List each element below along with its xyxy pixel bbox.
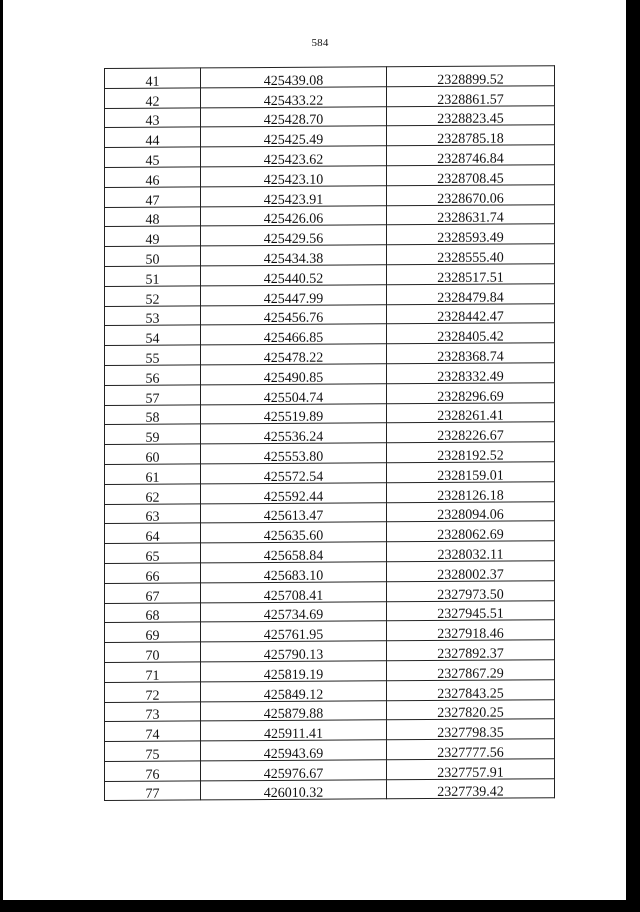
y-coordinate-cell <box>387 462 555 483</box>
point-id-cell <box>105 305 201 328</box>
x-coordinate-cell <box>201 205 387 226</box>
cell-text: 2328861.57 <box>437 92 504 108</box>
table-row <box>105 462 555 485</box>
cell-text: 44 <box>145 133 160 149</box>
cell-text: 425734.69 <box>263 607 324 624</box>
y-coordinate-cell <box>387 382 555 403</box>
point-id-cell <box>105 543 201 563</box>
point-id-cell <box>105 721 201 741</box>
cell-text: 2328823.45 <box>437 111 504 128</box>
cell-text: 2327892.37 <box>437 646 504 662</box>
point-id-cell <box>105 127 201 147</box>
y-coordinate-cell <box>387 620 555 641</box>
cell-text: 2327757.91 <box>437 765 504 781</box>
y-coordinate-cell <box>387 679 555 700</box>
x-coordinate-cell <box>201 106 387 127</box>
cell-text: 75 <box>145 747 160 763</box>
x-coordinate-cell <box>201 403 387 424</box>
cell-text: 64 <box>145 529 160 545</box>
cell-text: 76 <box>145 767 160 783</box>
y-coordinate-cell <box>387 125 555 146</box>
point-id-cell <box>105 424 201 444</box>
x-coordinate-cell <box>201 344 387 365</box>
cell-text: 2328192.52 <box>437 448 504 464</box>
table-row <box>105 679 555 702</box>
cell-text: 2327820.25 <box>437 705 504 722</box>
table-row <box>105 759 555 782</box>
point-id-cell <box>105 682 201 702</box>
cell-text: 425423.10 <box>263 172 324 188</box>
x-coordinate-cell <box>201 700 387 721</box>
cell-text: 425849.12 <box>263 687 324 703</box>
table-row <box>105 442 555 465</box>
point-id-cell <box>105 286 201 306</box>
x-coordinate-cell <box>201 324 387 345</box>
table-row <box>105 501 555 524</box>
point-id-cell <box>105 642 201 662</box>
cell-text: 425428.70 <box>263 113 324 129</box>
y-coordinate-cell <box>387 739 555 760</box>
cell-text: 45 <box>145 153 160 169</box>
cell-text: 2328002.37 <box>437 567 504 583</box>
cell-text: 50 <box>145 252 160 268</box>
cell-text: 2328785.18 <box>437 131 504 148</box>
point-id-cell <box>105 345 201 365</box>
point-id-cell <box>105 246 201 266</box>
point-id-cell <box>105 325 201 345</box>
cell-text: 60 <box>145 450 160 466</box>
table-row <box>105 719 555 742</box>
table-row <box>105 303 555 326</box>
table-row <box>105 165 555 188</box>
cell-text: 43 <box>145 114 160 130</box>
cell-text: 425519.89 <box>263 410 324 426</box>
cell-text: 2327973.50 <box>437 587 504 603</box>
cell-text: 425911.41 <box>264 726 323 743</box>
table-row <box>105 86 555 109</box>
cell-text: 54 <box>145 331 160 347</box>
y-coordinate-cell <box>387 244 555 265</box>
cell-text: 46 <box>145 173 160 189</box>
cell-text: 58 <box>145 411 160 427</box>
table-row <box>105 363 555 386</box>
cell-text: 2327798.35 <box>437 725 504 742</box>
y-coordinate-cell <box>387 640 555 661</box>
cell-text: 66 <box>145 569 160 585</box>
table-row <box>105 125 555 148</box>
y-coordinate-cell <box>387 561 555 582</box>
cell-text: 2327945.51 <box>437 606 504 623</box>
cell-text: 2327777.56 <box>437 745 504 761</box>
point-id-cell <box>105 167 201 187</box>
cell-text: 425466.85 <box>263 330 324 347</box>
y-coordinate-cell <box>387 580 555 601</box>
point-id-cell <box>105 583 201 603</box>
cell-text: 49 <box>145 232 160 248</box>
x-coordinate-cell <box>201 443 387 464</box>
table-row <box>105 204 555 227</box>
table-row <box>105 561 555 584</box>
cell-text: 59 <box>145 430 160 446</box>
x-coordinate-cell <box>201 740 387 761</box>
point-id-cell <box>105 206 201 229</box>
y-coordinate-cell <box>387 759 555 780</box>
x-coordinate-cell <box>201 661 387 682</box>
cell-text: 425635.60 <box>263 528 324 545</box>
y-coordinate-cell <box>387 185 555 206</box>
scan-border-left <box>0 0 3 912</box>
y-coordinate-cell <box>387 422 555 443</box>
point-id-cell <box>105 563 201 583</box>
point-id-cell <box>105 464 201 484</box>
table-row <box>105 580 555 603</box>
cell-text: 68 <box>145 608 160 625</box>
cell-text: 2328517.51 <box>437 270 504 286</box>
x-coordinate-cell <box>201 502 387 523</box>
point-id-cell <box>105 701 201 724</box>
cell-text: 425447.99 <box>263 291 324 307</box>
cell-text: 2328442.47 <box>437 309 504 326</box>
cell-text: 2328899.52 <box>437 72 504 88</box>
cell-text: 2328226.67 <box>437 428 504 445</box>
cell-text: 425943.69 <box>263 746 324 762</box>
cell-text: 55 <box>145 351 160 367</box>
table-row <box>105 244 555 267</box>
point-id-cell <box>105 108 201 128</box>
point-id-cell <box>105 761 201 781</box>
cell-text: 42 <box>145 94 160 110</box>
y-coordinate-cell <box>387 778 555 799</box>
y-coordinate-cell <box>387 343 555 364</box>
cell-text: 2327918.46 <box>437 626 504 643</box>
table-row <box>105 640 555 663</box>
cell-text: 426010.32 <box>263 786 324 802</box>
table-row <box>105 699 555 722</box>
cell-text: 63 <box>145 509 160 526</box>
cell-text: 52 <box>145 292 160 308</box>
point-id-cell <box>105 523 201 543</box>
cell-text: 425478.22 <box>263 350 324 366</box>
cell-text: 425572.54 <box>263 469 324 485</box>
table-row <box>105 739 555 762</box>
x-coordinate-cell <box>201 126 387 147</box>
x-coordinate-cell <box>201 542 387 563</box>
cell-text: 2328708.45 <box>437 171 504 187</box>
x-coordinate-cell <box>201 680 387 701</box>
x-coordinate-cell <box>201 285 387 306</box>
cell-text: 425553.80 <box>263 449 324 465</box>
y-coordinate-cell <box>387 284 555 305</box>
cell-text: 48 <box>145 213 160 229</box>
point-id-cell <box>105 781 201 801</box>
cell-text: 425434.38 <box>263 251 324 267</box>
x-coordinate-cell <box>201 364 387 385</box>
cell-text: 425658.84 <box>263 548 324 564</box>
cell-text: 2328479.84 <box>437 290 504 306</box>
cell-text: 425423.91 <box>263 192 324 208</box>
y-coordinate-cell <box>387 86 555 107</box>
coordinate-table <box>104 65 555 801</box>
cell-text: 2327867.29 <box>437 666 504 682</box>
point-id-cell <box>105 266 201 286</box>
cell-text: 47 <box>145 193 160 209</box>
cell-text: 70 <box>145 648 160 664</box>
y-coordinate-cell <box>387 224 555 245</box>
table-row <box>105 481 555 504</box>
cell-text: 425423.62 <box>263 152 324 169</box>
cell-text: 41 <box>145 74 160 90</box>
y-coordinate-cell <box>387 521 555 542</box>
table-row <box>105 521 555 544</box>
x-coordinate-cell <box>201 265 387 286</box>
table-row <box>105 105 555 128</box>
cell-text: 62 <box>145 490 160 506</box>
table-row <box>105 660 555 683</box>
cell-text: 425790.13 <box>263 647 324 663</box>
table-row <box>105 323 555 346</box>
cell-text: 56 <box>145 371 160 387</box>
cell-text: 69 <box>145 628 160 644</box>
coordinate-table-body <box>105 66 555 801</box>
cell-text: 2328593.49 <box>437 230 504 247</box>
table-row <box>105 224 555 247</box>
table-row <box>105 402 555 425</box>
cell-text: 425433.22 <box>263 93 324 109</box>
y-coordinate-cell <box>387 541 555 562</box>
cell-text: 2328368.74 <box>437 349 504 365</box>
cell-text: 74 <box>145 727 160 743</box>
cell-text: 2327843.25 <box>437 686 504 702</box>
point-id-cell <box>105 662 201 682</box>
point-id-cell <box>105 404 201 427</box>
y-coordinate-cell <box>387 66 555 87</box>
table-row <box>105 66 555 89</box>
y-coordinate-cell <box>387 660 555 681</box>
y-coordinate-cell <box>387 719 555 740</box>
table-row <box>105 284 555 307</box>
cell-text: 425819.19 <box>263 667 324 683</box>
x-coordinate-cell <box>201 186 387 207</box>
x-coordinate-cell <box>201 760 387 781</box>
x-coordinate-cell <box>201 779 387 800</box>
cell-text: 425425.49 <box>263 132 324 149</box>
cell-text: 425536.24 <box>263 429 324 446</box>
x-coordinate-cell <box>201 304 387 325</box>
scan-border-right <box>626 0 640 912</box>
table-row <box>105 382 555 405</box>
cell-text: 2328261.41 <box>437 408 504 425</box>
cell-text: 425879.88 <box>263 706 324 723</box>
y-coordinate-cell <box>387 303 555 324</box>
cell-text: 425504.74 <box>263 390 324 406</box>
y-coordinate-cell <box>387 600 555 621</box>
x-coordinate-cell <box>201 146 387 167</box>
cell-text: 73 <box>145 707 160 724</box>
cell-text: 2328670.06 <box>437 191 504 207</box>
point-id-cell <box>105 226 201 246</box>
cell-text: 65 <box>145 549 160 565</box>
page-number: 584 <box>311 37 329 49</box>
x-coordinate-cell <box>201 621 387 642</box>
cell-text: 425439.08 <box>263 73 324 89</box>
point-id-cell <box>105 147 201 167</box>
cell-text: 425613.47 <box>263 508 324 525</box>
x-coordinate-cell <box>201 463 387 484</box>
cell-text: 425429.56 <box>263 231 324 248</box>
y-coordinate-cell <box>387 145 555 166</box>
point-id-cell <box>105 187 201 207</box>
table-row <box>105 145 555 168</box>
table-row <box>105 778 555 801</box>
cell-text: 71 <box>145 668 160 684</box>
cell-text: 2328032.11 <box>437 547 504 563</box>
point-id-cell <box>105 68 201 88</box>
x-coordinate-cell <box>201 522 387 543</box>
cell-text: 425708.41 <box>263 588 324 604</box>
x-coordinate-cell <box>201 166 387 187</box>
x-coordinate-cell <box>201 87 387 108</box>
cell-text: 425761.95 <box>263 627 324 644</box>
cell-text: 2328746.84 <box>437 151 504 167</box>
x-coordinate-cell <box>201 225 387 246</box>
table-row <box>105 422 555 445</box>
cell-text: 425490.85 <box>263 370 324 386</box>
table-row <box>105 620 555 643</box>
x-coordinate-cell <box>201 581 387 602</box>
x-coordinate-cell <box>201 384 387 405</box>
cell-text: 2328631.74 <box>437 210 504 227</box>
cell-text: 2328159.01 <box>437 468 504 484</box>
x-coordinate-cell <box>201 641 387 662</box>
point-id-cell <box>105 484 201 504</box>
cell-text: 425683.10 <box>263 568 324 584</box>
x-coordinate-cell <box>201 601 387 622</box>
y-coordinate-cell <box>387 699 555 720</box>
y-coordinate-cell <box>387 442 555 463</box>
point-id-cell <box>105 88 201 108</box>
cell-text: 53 <box>145 312 160 328</box>
table-row <box>105 264 555 287</box>
y-coordinate-cell <box>387 402 555 423</box>
table-row <box>105 343 555 366</box>
x-coordinate-cell <box>201 483 387 504</box>
y-coordinate-cell <box>387 501 555 522</box>
cell-text: 77 <box>145 787 160 803</box>
cell-text: 61 <box>145 470 160 486</box>
cell-text: 425976.67 <box>263 766 324 782</box>
point-id-cell <box>105 741 201 761</box>
cell-text: 2328332.49 <box>437 369 504 385</box>
cell-text: 2328405.42 <box>437 329 504 346</box>
point-id-cell <box>105 602 201 625</box>
cell-text: 57 <box>145 391 160 407</box>
cell-text: 2328126.18 <box>437 488 504 504</box>
cell-text: 67 <box>145 589 160 605</box>
cell-text: 2328296.69 <box>437 389 504 405</box>
y-coordinate-cell <box>387 363 555 384</box>
cell-text: 425440.52 <box>263 271 324 287</box>
y-coordinate-cell <box>387 481 555 502</box>
point-id-cell <box>105 503 201 526</box>
cell-text: 425456.76 <box>263 311 324 327</box>
cell-text: 2327739.42 <box>437 785 504 801</box>
cell-text: 425426.06 <box>263 212 324 228</box>
table-row <box>105 541 555 564</box>
y-coordinate-cell <box>387 105 555 126</box>
point-id-cell <box>105 444 201 464</box>
x-coordinate-cell <box>201 423 387 444</box>
cell-text: 425592.44 <box>263 489 324 505</box>
cell-text: 2328094.06 <box>437 507 504 524</box>
cell-text: 51 <box>145 272 160 288</box>
y-coordinate-cell <box>387 204 555 225</box>
y-coordinate-cell <box>387 323 555 344</box>
y-coordinate-cell <box>387 165 555 186</box>
cell-text: 72 <box>145 688 160 704</box>
point-id-cell <box>105 385 201 405</box>
x-coordinate-cell <box>201 67 387 88</box>
cell-text: 2328555.40 <box>437 250 504 266</box>
x-coordinate-cell <box>201 562 387 583</box>
table-row <box>105 600 555 623</box>
x-coordinate-cell <box>201 720 387 741</box>
x-coordinate-cell <box>201 245 387 266</box>
point-id-cell <box>105 622 201 642</box>
cell-text: 2328062.69 <box>437 527 504 544</box>
point-id-cell <box>105 365 201 385</box>
scan-border-bottom <box>0 900 640 912</box>
y-coordinate-cell <box>387 264 555 285</box>
table-row <box>105 185 555 208</box>
